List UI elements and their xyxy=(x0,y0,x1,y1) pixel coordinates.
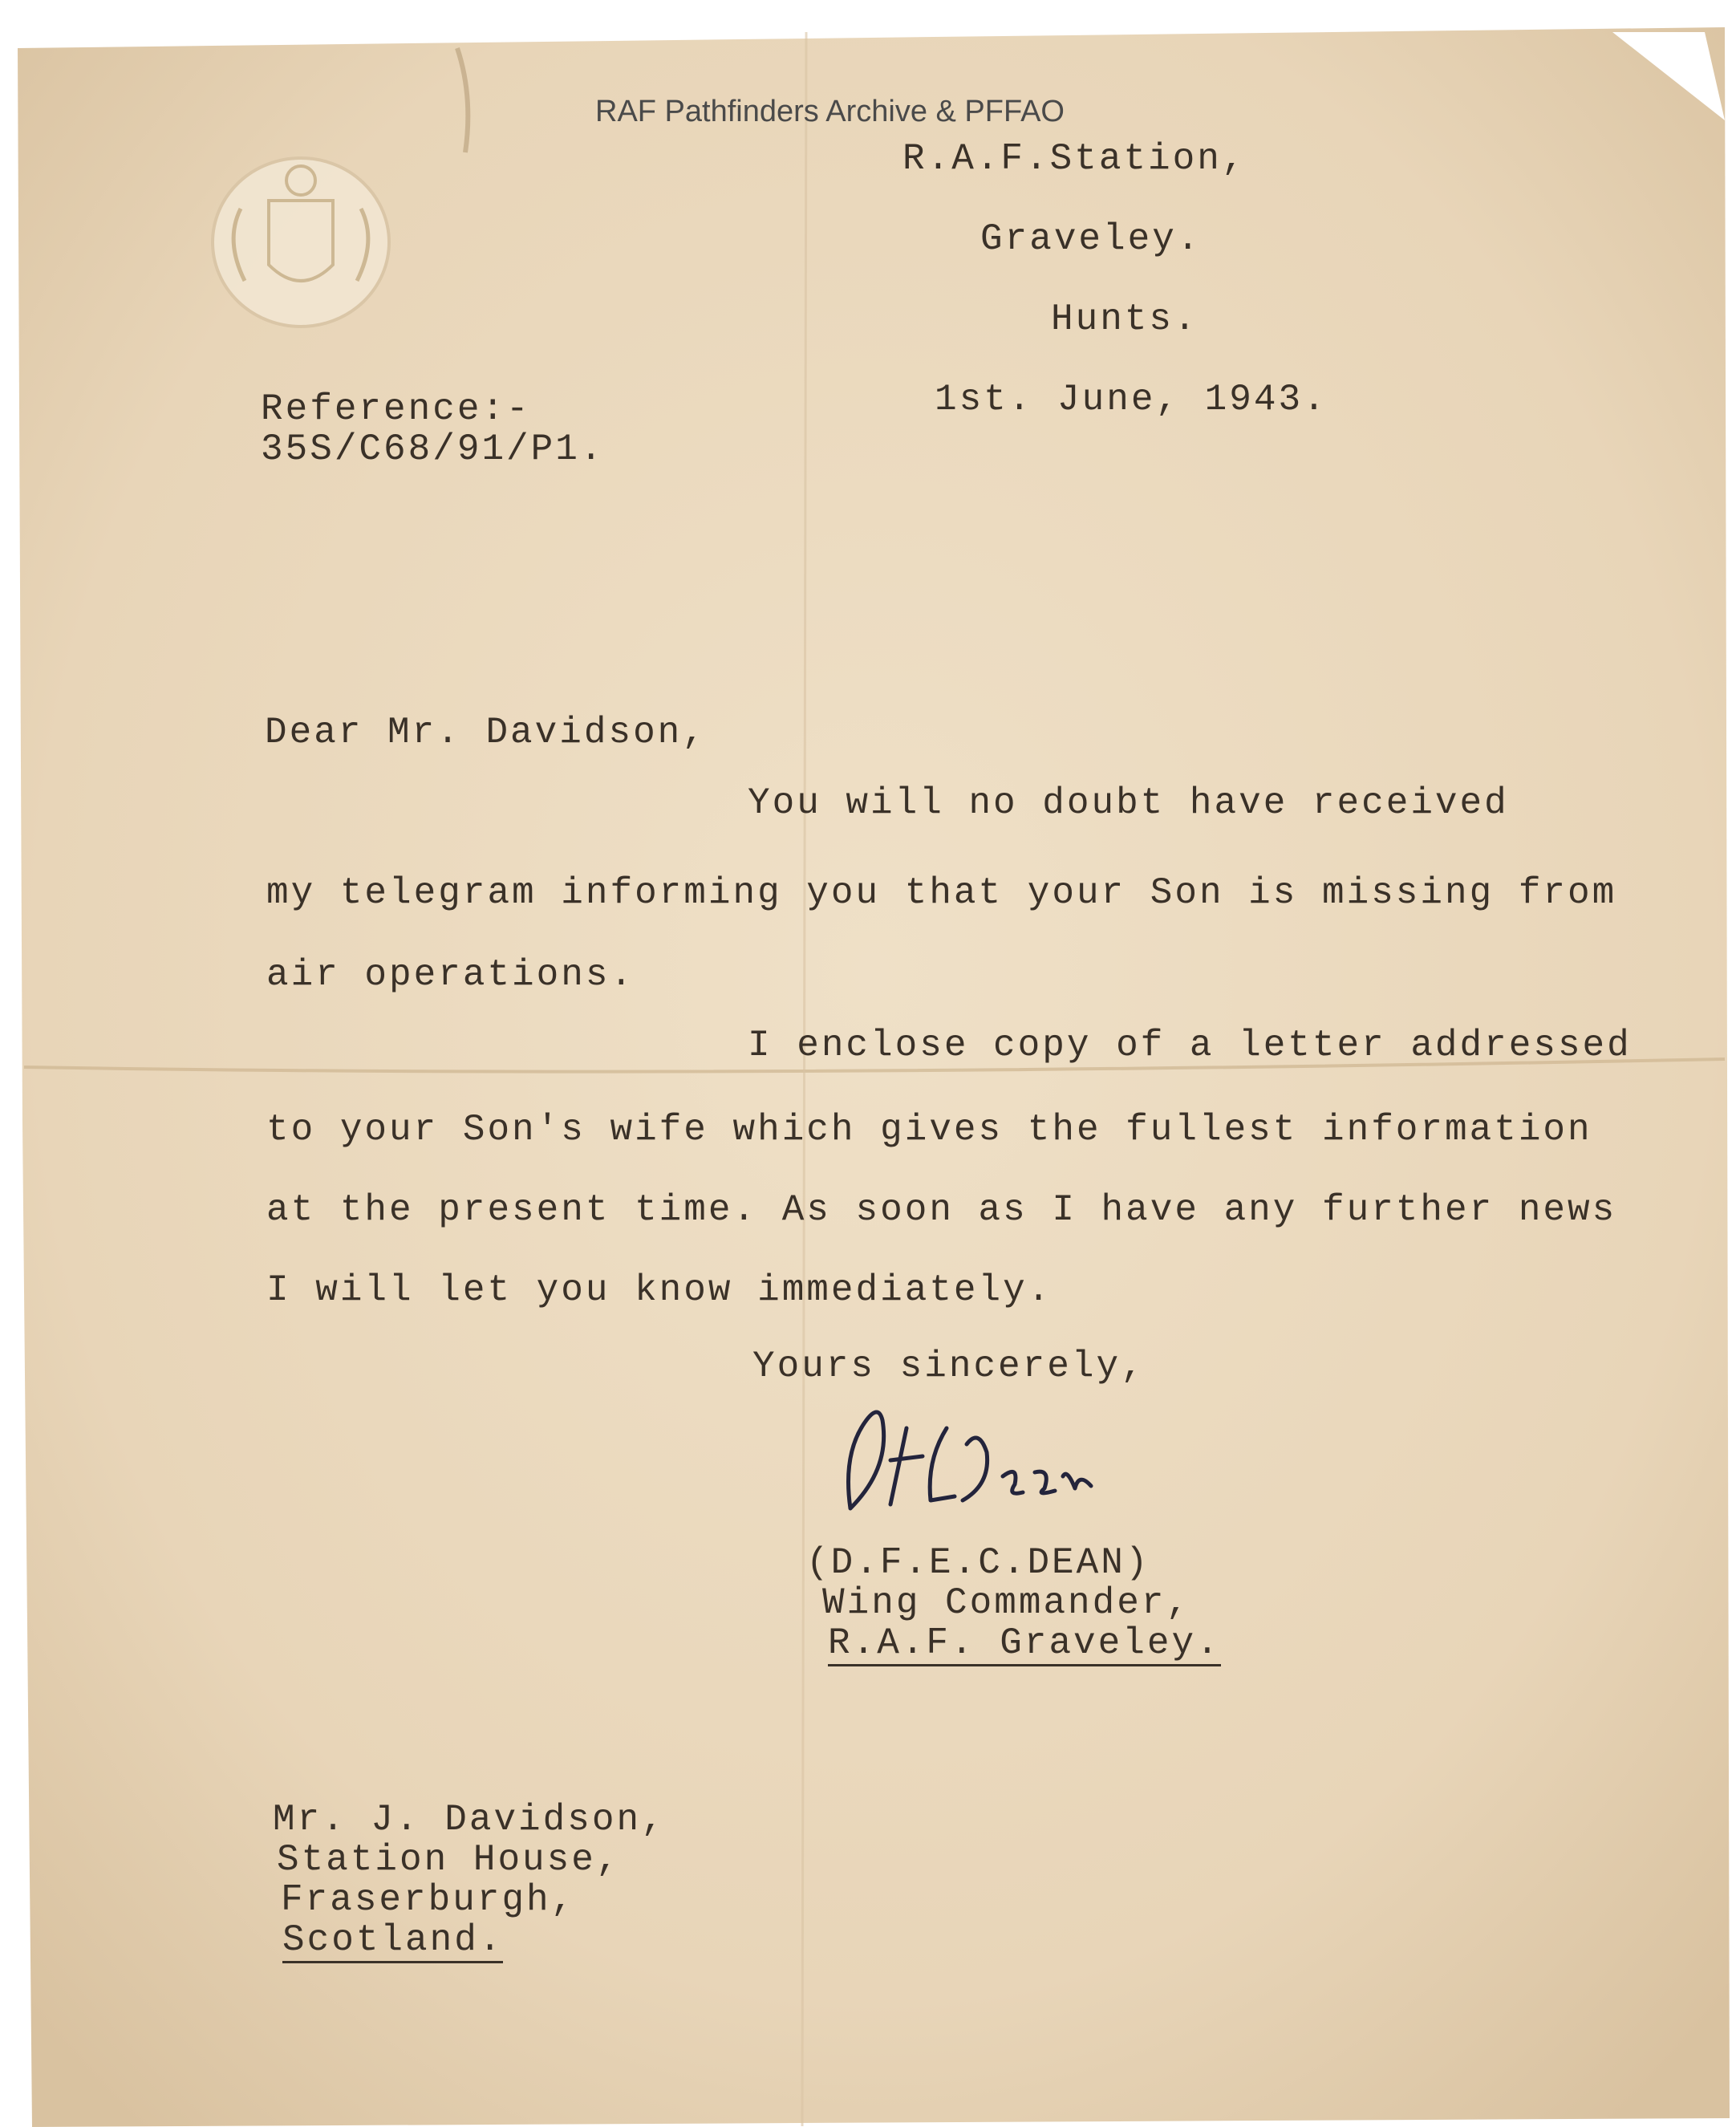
body-line: I will let you know immediately. xyxy=(266,1269,1053,1311)
signatory-rank: Wing Commander, xyxy=(822,1582,1191,1624)
handwritten-signature xyxy=(834,1396,1155,1516)
county-line: Hunts. xyxy=(1051,298,1199,340)
body-line: to your Son's wife which gives the fullest information xyxy=(266,1109,1592,1151)
closing: Yours sincerely, xyxy=(752,1346,1146,1387)
body-line: I enclose copy of a letter addressed xyxy=(748,1025,1632,1066)
place-line: Graveley. xyxy=(980,218,1202,260)
addressee-house: Station House, xyxy=(277,1839,621,1881)
reference-code: 35S/C68/91/P1. xyxy=(261,428,605,470)
body-line: my telegram informing you that your Son is missing from xyxy=(266,872,1617,914)
body-line: at the present time. As soon as I have any further news xyxy=(266,1189,1617,1231)
letter-date: 1st. June, 1943. xyxy=(935,379,1328,420)
addressee-name: Mr. J. Davidson, xyxy=(273,1799,666,1841)
signatory-unit: R.A.F. Graveley. xyxy=(828,1625,1221,1666)
body-line: air operations. xyxy=(266,954,635,996)
body-line: You will no doubt have received xyxy=(748,782,1509,824)
salutation: Dear Mr. Davidson, xyxy=(265,712,707,753)
addressee-country: Scotland. xyxy=(282,1922,503,1963)
station-line: R.A.F.Station, xyxy=(902,138,1247,180)
archive-watermark: RAF Pathfinders Archive & PFFAO xyxy=(595,95,1065,128)
royal-crest-emboss-icon xyxy=(213,158,389,327)
addressee-town: Fraserburgh, xyxy=(281,1879,576,1921)
reference-label: Reference:- xyxy=(261,388,531,430)
signatory-name: (D.F.E.C.DEAN) xyxy=(806,1542,1150,1584)
